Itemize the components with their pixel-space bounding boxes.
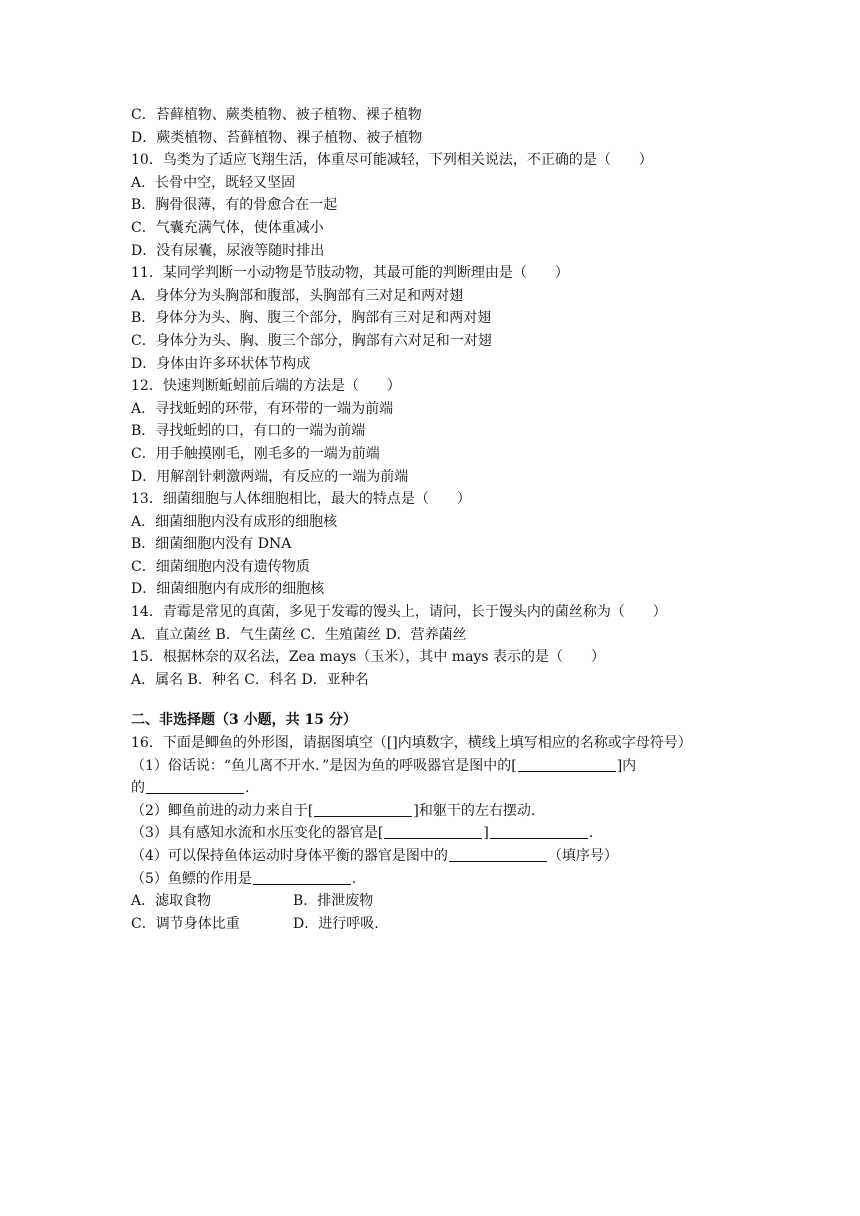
answer-blank — [449, 847, 547, 862]
options-row — [131, 890, 731, 913]
text-line: A．长骨中空，既轻又坚固 — [131, 174, 296, 191]
text-line: C．苔藓植物、蕨类植物、被子植物、裸子植物 — [131, 107, 422, 123]
text-line: D．用解剖针刺激两端，有反应的一端为前端 — [131, 468, 409, 485]
answer-blank — [490, 824, 588, 839]
text-line: B．细菌细胞内没有 DNA — [131, 536, 292, 553]
text-line: B．胸骨很薄，有的骨愈合在一起 — [131, 197, 338, 214]
option-b: B．排泄废物 — [293, 893, 374, 910]
text-line: A．身体分为头胸部和腹部，头胸部有三对足和两对翅 — [131, 287, 464, 304]
text-line: D．蕨类植物、苔藓植物、裸子植物、被子植物 — [131, 129, 423, 146]
section-title: 二、非选择题（3 小题，共 15 分） — [131, 712, 357, 729]
text-line: D．没有尿囊，尿液等随时排出 — [131, 242, 325, 259]
option-d: D．进行呼吸. — [293, 915, 379, 932]
text-line: A．直立菌丝 B．气生菌丝 C．生殖菌丝 D．营养菌丝 — [131, 626, 467, 643]
sub-question-1: （1）俗话说：“鱼儿离不开水．”是因为鱼的呼吸器官是图中的[ ]内 — [131, 757, 637, 774]
option-c: C．调节身体比重 — [131, 915, 240, 932]
document-page — [131, 104, 731, 935]
question-14: 14．青霉是常见的真菌，多见于发霉的馒头上，请问，长于馒头内的菌丝称为（ ） — [131, 604, 667, 621]
options-row — [131, 913, 731, 936]
answer-blank — [314, 802, 412, 817]
question-block-top — [131, 104, 731, 691]
question-11: 11．某同学判断一小动物是节肢动物，其最可能的判断理由是（ ） — [131, 265, 569, 282]
text-line: C．细菌细胞内没有遗传物质 — [131, 558, 310, 575]
question-13: 13．细菌细胞与人体细胞相比，最大的特点是（ ） — [131, 491, 471, 508]
sub-question-1-cont: 的 . — [131, 780, 250, 797]
text-line: B．身体分为头、胸、腹三个部分，胸部有三对足和两对翅 — [131, 310, 492, 327]
text-line: C．用手触摸刚毛，刚毛多的一端为前端 — [131, 445, 380, 462]
text-line: A．细菌细胞内没有成形的细胞核 — [131, 513, 338, 530]
sub-question-5: （5）鱼鳔的作用是 . — [131, 870, 357, 887]
answer-blank — [146, 779, 244, 794]
text-line: B．寻找蚯蚓的口，有口的一端为前端 — [131, 423, 366, 440]
text-line: A．寻找蚯蚓的环带，有环带的一端为前端 — [131, 400, 394, 417]
text-line: D．细菌细胞内有成形的细胞核 — [131, 581, 325, 598]
option-a: A．滤取食物 — [131, 893, 212, 910]
section-2 — [131, 709, 731, 935]
sub-question-3: （3）具有感知水流和水压变化的器官是[ ] . — [131, 825, 594, 842]
answer-blank — [253, 870, 351, 885]
answer-blank — [384, 824, 482, 839]
question-10: 10．鸟类为了适应飞翔生活，体重尽可能减轻，下列相关说法，不正确的是（ ） — [131, 152, 653, 169]
text-line: C．身体分为头、胸、腹三个部分，胸部有六对足和一对翅 — [131, 332, 492, 349]
text-line: D．身体由许多环状体节构成 — [131, 355, 311, 372]
sub-question-4: （4）可以保持鱼体运动时身体平衡的器官是图中的 （填序号） — [131, 848, 618, 864]
text-line: C．气囊充满气体，使体重减小 — [131, 219, 324, 236]
question-15: 15．根据林奈的双名法，Zea mays（玉米），其中 mays 表示的是（ ） — [131, 649, 605, 666]
text-line: A．属名 B．种名 C．科名 D．亚种名 — [131, 671, 369, 688]
question-16: 16．下面是鲫鱼的外形图，请据图填空（[]内填数字，横线上填写相应的名称或字母符号） — [131, 735, 692, 752]
sub-question-2: （2）鲫鱼前进的动力来自于[ ]和躯干的左右摆动. — [131, 802, 536, 819]
question-12: 12．快速判断蚯蚓前后端的方法是（ ） — [131, 378, 401, 395]
answer-blank — [518, 757, 616, 772]
